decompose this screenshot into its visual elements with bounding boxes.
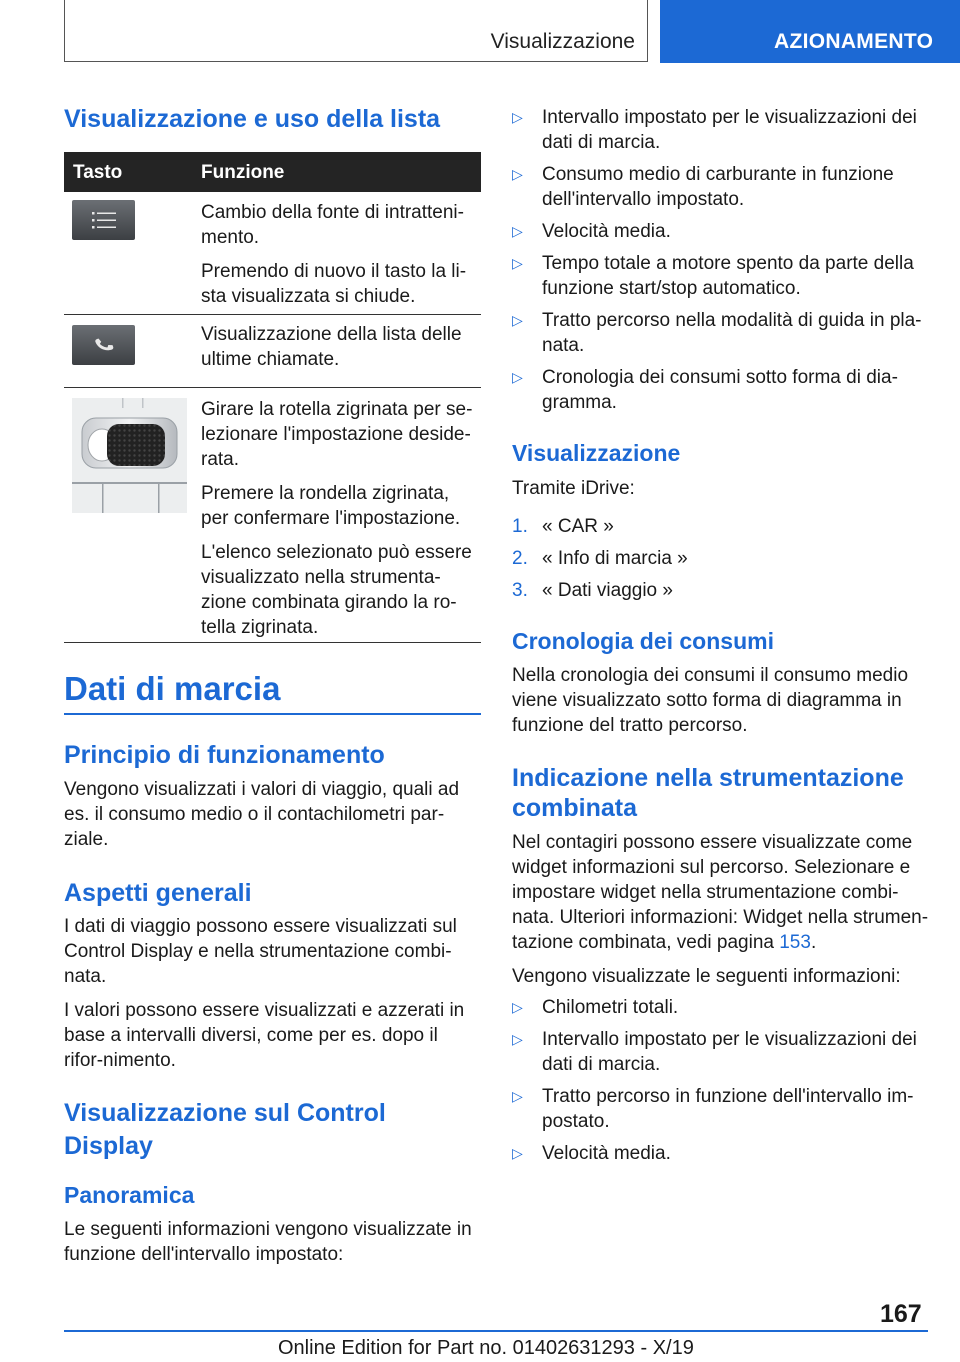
row-text: Premere la rondella zigrinata, per confermare l'impostazione.	[201, 483, 461, 529]
row-text: Girare la rotella zigrinata per se-lezionare l'impostazione deside-rata.	[201, 399, 473, 470]
list-item: ▷ Velocità media.	[512, 1141, 926, 1166]
table-row	[64, 388, 481, 643]
principio-title: Principio di funzionamento	[64, 741, 385, 769]
header-chapter-tab[interactable]	[660, 0, 960, 63]
list-menu-icon	[72, 200, 135, 240]
vis-title: Visualizzazione	[512, 440, 681, 466]
step-text: « Info di marcia »	[542, 548, 688, 569]
list-item	[512, 514, 922, 539]
step-number: 3.	[512, 580, 528, 601]
title-rule	[64, 713, 481, 715]
table-header-tasto: Tasto	[73, 162, 123, 183]
list-item: ▷ Cronologia dei consumi sotto forma di dia-gramma.	[512, 365, 926, 415]
list-item	[512, 578, 922, 603]
table-header-funzione: Funzione	[201, 162, 285, 183]
ind-title: Indicazione nella strumentazione combinata	[512, 764, 904, 822]
table-row-text	[201, 397, 479, 649]
header-chapter-title: AZIONAMENTO	[774, 30, 934, 53]
panoramica-title: Panoramica	[64, 1182, 195, 1208]
page-link[interactable]: 153	[779, 932, 811, 953]
footer-edition: Online Edition for Part no. 01402631293 - X/19	[278, 1337, 694, 1359]
ind-text-2: Vengono visualizzate le seguenti informazioni:	[512, 966, 901, 987]
row-text: L'elenco selezionato può essere visualizzato nella strumenta-zione combinata girando la ro-tella zigrinata.	[201, 542, 472, 638]
footer-rule	[64, 1330, 928, 1332]
table-row-text	[201, 200, 479, 318]
list-item	[512, 546, 922, 571]
principio-text: Vengono visualizzati i valori di viaggio, quali ad es. il consumo medio o il contachilometri par-ziale.	[64, 779, 460, 850]
row-text: Cambio della fonte di intratteni-mento.	[201, 202, 464, 248]
aspetti-title: Aspetti generali	[64, 879, 252, 907]
table-row-text	[201, 322, 479, 381]
aspetti-text-2: I valori possono essere visualizzati e azzerati in base a intervalli diversi, come per es. dopo il rifor-nimento.	[64, 1000, 465, 1071]
step-number: 2.	[512, 548, 528, 569]
table-row	[64, 315, 481, 388]
control-title: Visualizzazione sul Control Display	[64, 1099, 386, 1160]
idrive-steps	[512, 514, 922, 610]
function-table	[64, 152, 481, 643]
crono-text: Nella cronologia dei consumi il consumo medio viene visualizzato sotto forma di diagramma in funzione del tratto percorso.	[512, 665, 909, 736]
list-item: ▷ Consumo medio di carburante in funzione dell'intervallo impostato.	[512, 162, 926, 212]
crono-title: Cronologia dei consumi	[512, 628, 774, 654]
list-item: ▷ Chilometri totali.	[512, 995, 926, 1020]
knurled-wheel-image	[72, 398, 187, 513]
list-item: ▷ Tratto percorso nella modalità di guida in pla-nata.	[512, 308, 926, 358]
list-item: ▷ Velocità media.	[512, 219, 926, 244]
step-number: 1.	[512, 516, 528, 537]
table-row	[64, 192, 481, 315]
info-bullets	[512, 995, 926, 1173]
list-item: ▷ Intervallo impostato per le visualizzazioni dei dati di marcia.	[512, 105, 926, 155]
header-section-box	[64, 0, 648, 62]
header-section-title: Visualizzazione	[490, 30, 635, 53]
row-text: Visualizzazione della lista delle ultime chiamate.	[201, 324, 462, 370]
aspetti-text-1: I dati di viaggio possono essere visualizzati sul Control Display e nella strumentazione combi-nata.	[64, 916, 457, 987]
ind-text-end: .	[810, 932, 817, 953]
panoramica-text: Le seguenti informazioni vengono visualizzate in funzione dell'intervallo impostato:	[64, 1219, 472, 1265]
step-text: « Dati viaggio »	[542, 580, 673, 601]
list-title: Visualizzazione e uso della lista	[64, 105, 441, 133]
data-bullets	[512, 105, 926, 422]
phone-icon	[72, 325, 135, 365]
dati-title: Dati di marcia	[64, 670, 281, 707]
list-item: ▷ Tratto percorso in funzione dell'intervallo im-postato.	[512, 1084, 926, 1134]
ind-text-body: Nel contagiri possono essere visualizzate come widget informazioni sul percorso. Selezionare e impostare widget nella strumentazione combi-nata. Ulteriori informazioni: Widget nella strumen-tazione combinata, vedi pagina	[512, 832, 929, 953]
page-number: 167	[880, 1300, 922, 1328]
table-header	[64, 152, 481, 192]
vis-intro: Tramite iDrive:	[512, 478, 635, 499]
step-text: « CAR »	[542, 516, 614, 537]
list-item: ▷ Intervallo impostato per le visualizzazioni dei dati di marcia.	[512, 1027, 926, 1077]
list-item: ▷ Tempo totale a motore spento da parte della funzione start/stop automatico.	[512, 251, 926, 301]
row-text: Premendo di nuovo il tasto la li-sta visualizzata si chiude.	[201, 261, 467, 307]
ind-text	[512, 830, 930, 955]
